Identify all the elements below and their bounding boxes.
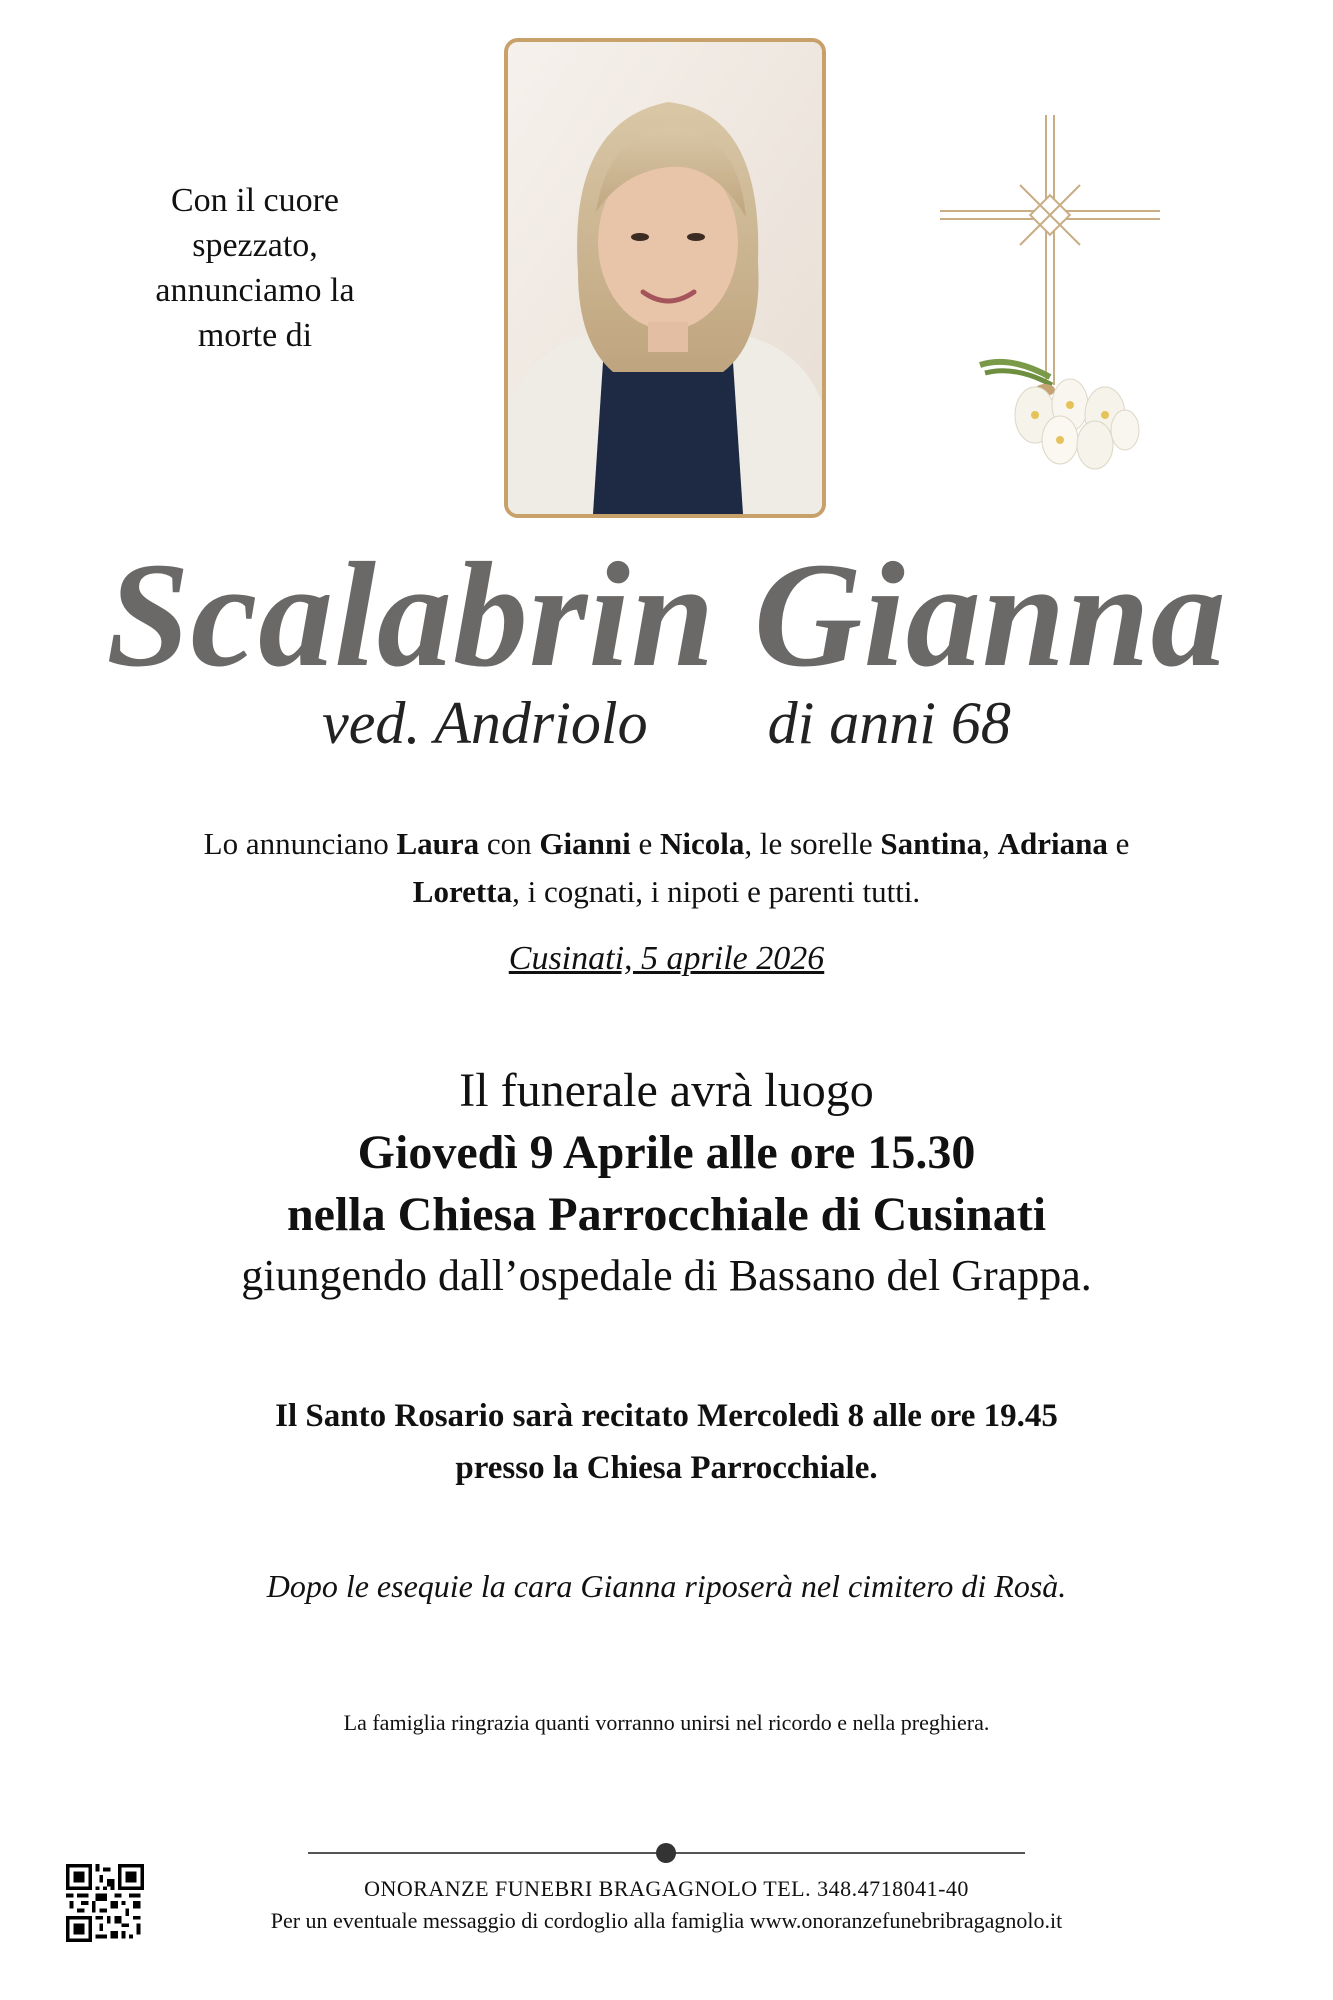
footer-divider: [308, 1843, 1025, 1863]
announcement-text: [60, 820, 1273, 916]
funeral-info: [0, 1060, 1333, 1306]
announce-text: e: [1107, 826, 1130, 861]
age: di anni 68: [767, 690, 1011, 756]
relative-name: Laura: [396, 826, 480, 861]
intro-line: morte di: [197, 317, 313, 354]
funeral-location: nella Chiesa Parrocchiale di Cusinati: [286, 1188, 1047, 1241]
cross-icon: [940, 115, 1160, 475]
condolence-message-info: Per un eventuale messaggio di cordoglio alla famiglia www.onoranzefunebribragagnolo.it: [270, 1908, 1063, 1933]
widow-of: ved. Andriolo: [322, 690, 648, 756]
rosary-line: Il Santo Rosario sarà recitato Mercoledì 8 alle ore 19.45: [275, 1398, 1058, 1434]
portrait-image: [508, 42, 822, 514]
divider-dot: [656, 1843, 676, 1863]
funeral-origin: giungendo dall’ospedale di Bassano del Grappa.: [241, 1251, 1092, 1300]
deceased-subline: [0, 688, 1333, 758]
intro-line: Con il cuore: [170, 182, 340, 219]
burial-info: Dopo le esequie la cara Gianna riposerà nel cimitero di Rosà.: [266, 1568, 1067, 1604]
family-thanks: La famiglia ringrazia quanti vorranno unirsi nel ricordo e nella preghiera.: [343, 1710, 990, 1735]
funeral-home-info: ONORANZE FUNEBRI BRAGAGNOLO TEL. 348.4718041-40: [364, 1876, 969, 1901]
date-place: Cusinati, 5 aprile 2026: [508, 940, 825, 977]
announce-text: Lo annunciano: [203, 826, 397, 861]
announce-text: ,: [982, 826, 998, 861]
deceased-name: Scalabrin Gianna: [106, 532, 1227, 698]
rosary-info: [0, 1390, 1333, 1494]
announce-text: , i cognati, i nipoti e parenti tutti.: [512, 874, 921, 909]
relative-name: Adriana: [997, 826, 1108, 861]
announce-text: con: [479, 826, 540, 861]
announce-text: e: [630, 826, 661, 861]
funeral-datetime: Giovedì 9 Aprile alle ore 15.30: [357, 1126, 976, 1179]
relative-name: Santina: [880, 826, 983, 861]
calla-lilies-icon: [980, 362, 1139, 469]
relative-name: Gianni: [539, 826, 631, 861]
relative-name: Loretta: [412, 874, 513, 909]
announce-text: , le sorelle: [744, 826, 881, 861]
relative-name: Nicola: [660, 826, 745, 861]
intro-line: annunciamo la: [155, 272, 355, 309]
portrait-photo: [504, 38, 826, 518]
rosary-line: presso la Chiesa Parrocchiale.: [455, 1450, 878, 1486]
intro-line: spezzato,: [192, 227, 318, 264]
funeral-line: Il funerale avrà luogo: [459, 1064, 874, 1117]
intro-text: [120, 178, 390, 358]
